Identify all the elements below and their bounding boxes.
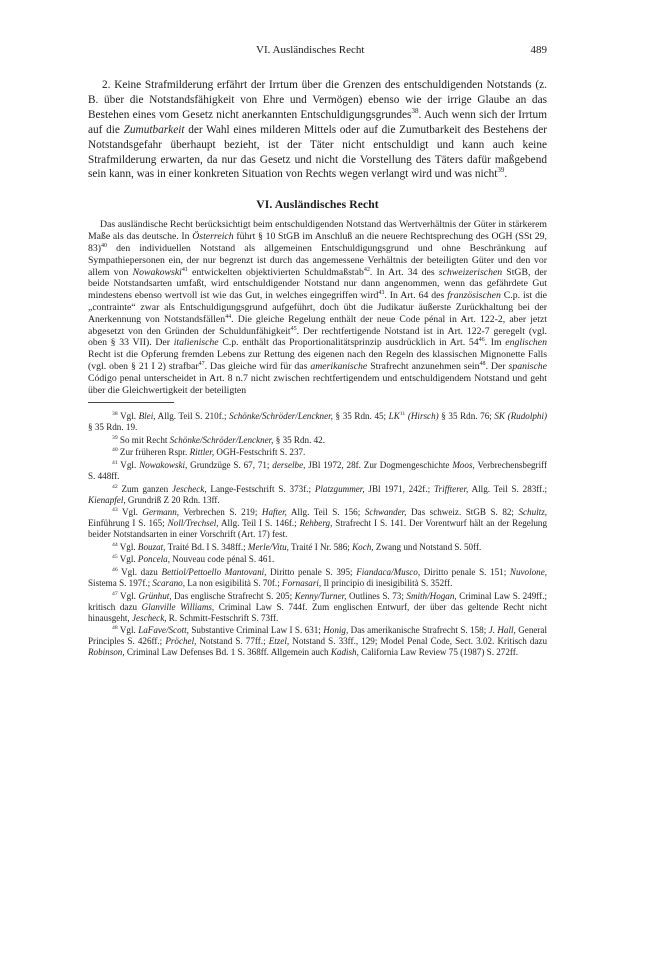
footnote: $^{44}$ Vgl. Bouzat, Traité Bd. I S. 348ff.; Merle/Vitu, Traité I Nr. 586; Koch, Zwang und Notstand S. 50ff.: [112, 541, 482, 552]
running-header: [88, 44, 547, 64]
footnote-text: Vgl. Nowakowski, Grundzüge S. 67, 71; derselbe, JBl 1972, 28f. Zur Dogmengeschichte Moos, Verbrechensbegriff S. 448ff.: [88, 460, 547, 482]
footnote: $^{42}$ Zum ganzen Jescheck, Lange-Festschrift S. 373f.; Platzgummer, JBl 1971, 242f.; Triffterer, Allg. Teil S. 283ff.; Kienapfel, Grundriß Z 20 Rdn. 13ff.: [88, 483, 547, 505]
footnote-text: Vgl. Germann, Verbrechen S. 219; Hafter, Allg. Teil S. 156; Schwander, Das schweiz. StGB S. 82; Schultz, Einführung I S. 165; Noll/Trechsel, Allg. Teil I S. 146f.; Rehberg, Strafrecht I S. 141. Der Vorentwurf hält an der Regelung beider Notstandsarten in einer Vorschrift (Art. 17) fest.: [88, 507, 548, 540]
footnote-text: Vgl. Poncela, Nouveau code pénal S. 461.: [117, 554, 275, 565]
footnote: $^{46}$ Vgl. dazu Bettiol/Pettoello Mantovani, Diritto penale S. 395; Fiandaca/Musco, Diritto penale S. 151; Nuvolone, Sistema S. 197f.; Scarano, La non esigibilità S. 70f.; Fornasari, Il principio di inesigibilità S. 352ff.: [88, 567, 548, 589]
footnotes: [88, 411, 547, 658]
footnote-text: Zum ganzen Jescheck, Lange-Festschrift S. 373f.; Platzgummer, JBl 1971, 242f.; Triffterer, Allg. Teil S. 283ff.; Kienapfel, Grundriß Z 20 Rdn. 13ff.: [88, 483, 547, 505]
running-header-title: VI. Ausländisches Recht: [256, 44, 365, 56]
footnote: $^{48}$ Vgl. LaFave/Scott, Substantive Criminal Law I S. 631; Honig, Das amerikanische Strafrecht S. 158; J. Hall, General Principles S. 426ff.; Pröchel, Notstand S. 77ff.; Etzel, Notstand S. 33ff., 129; Model Penal Code, Sect. 3.02. Kritisch dazu Robinson, Criminal Law Defenses Bd. 1 S. 368ff. Allgemein auch Kadish, California Law Review 75 (1987) S. 272ff.: [88, 625, 548, 658]
footnote-text: So mit Recht Schönke/Schröder/Lenckner, § 35 Rdn. 42.: [117, 434, 326, 445]
footnote-text: Vgl. Bouzat, Traité Bd. I S. 348ff.; Merle/Vitu, Traité I Nr. 586; Koch, Zwang und Notstand S. 50ff.: [117, 541, 482, 552]
page-number: 489: [530, 44, 547, 56]
footnote: $^{47}$ Vgl. Grünhut, Das englische Strafrecht S. 205; Kenny/Turner, Outlines S. 73; Smith/Hogan, Criminal Law S. 249ff.; kritisch dazu Glanville Williams, Criminal Law S. 744f. Zum englischen Entwurf, der über das geltende Recht nicht hinausgeht, Jescheck, R. Schmitt-Festschrift S. 73ff.: [88, 590, 547, 623]
body-paragraph-irrtum: 2. Keine Strafmilderung erfährt der Irrtum über die Grenzen des entschuldigenden Notstands (z. B. über die Notstandsfähigkeit von Ehre und Vermögen) ebenso wie der irrige Glaube an das Bestehen eines vom Gesetz nicht anerkannten Entschuldigungsgrundes$^{38}$. Auch wenn sich der Irrtum auf die Zumutbarkeit der Wahl eines milderen Mittels oder auf die Zumutbarkeit des Bestehens der Notstandsgefahr überhaupt bezieht, ist der Täter nicht entschuldigt und kann auch keine Strafmilderung erwarten, da nur das Gesetz und nicht die Vorstellung des Täters dafür maßgebend sein kann, was in einer konkreten Situation von Rechts wegen verlangt wird und was nicht$^{39}$.: [88, 79, 547, 181]
footnote: $^{40}$ Zur früheren Rspr. Rittler, OGH-Festschrift S. 237.: [112, 447, 306, 458]
body-paragraph-auslaendisches-recht: Das ausländische Recht berücksichtigt beim entschuldigenden Notstand das Wertverhältnis der Güter in stärkerem Maße als das deutsche. In Österreich führt § 10 StGB im Anschluß an die neuere Rechtsprechung des OGH (SSt 29, 83)$^{40}$ den individuellen Notstand als allgemeinen Entschuldigungsgrund und ohne Beschränkung auf Sympathiepersonen ein, der nur begrenzt ist durch das angemessene Verhältnis der beteiligten Güter und den vor allem von Nowakowski$^{41}$ entwickelten objektivierten Schuldmaßstab$^{42}$. In Art. 34 des schweizerischen StGB, der beide Notstandsarten umfaßt, wird entschuldigender Notstand nur dann angenommen, wenn das gefährdete Gut mindestens ebenso wertvoll ist wie das Gut, in welches eingegriffen wird$^{43}$. In Art. 64 des französischen C.p. ist die „contrainte“ zwar als Entschuldigungsgrund aufgeführt, doch übt die Judikatur äußerste Zurückhaltung bei der Anerkennung von Notstandsfällen$^{44}$. Die gleiche Regelung enthält der neue Code pénal in Art. 122-2, aber jetzt abgesetzt von den Gründen der Schuldunfähigkeit$^{45}$. Der rechtfertigende Notstand ist in Art. 122-7 geregelt (vgl. oben § 33 VII). Der italienische C.p. enthält das Proportionalitätsprinzip ausdrücklich in Art. $54^{46}$. Im englischen Recht ist die Opferung fremden Lebens zur Rettung des eigenen nach den Regeln des klassischen Mignonette Falls (vgl. oben § 21 I 2) strafbar$^{47}$. Das gleiche wird für das amerikanische Strafrecht anzunehmen sein$^{48}$. Der spanische Código penal unterscheidet in Art. 8 n.7 nicht zwischen rechtfertigendem und entschuldigendem Notstand und geht über die Gleichwertigkeit der beteiligten: [88, 219, 547, 396]
footnote-text: Vgl. dazu Bettiol/Pettoello Mantovani, Diritto penale S. 395; Fiandaca/Musco, Diritto penale S. 151; Nuvolone, Sistema S. 197f.; Scarano, La non esigibilità S. 70f.; Fornasari, Il principio di inesigibilità S. 352ff.: [88, 567, 548, 589]
footnote-text: Vgl. Blei, Allg. Teil S. 210f.; Schönke/Schröder/Lenckner, § 35 Rdn. 45; LK$^{11}$ (Hirsch) § 35 Rdn. 76; SK (Rudolphi) § 35 Rdn. 19.: [88, 411, 547, 433]
book-page: [88, 44, 547, 660]
section-heading: VI. Ausländisches Recht: [256, 198, 379, 212]
footnote: $^{43}$ Vgl. Germann, Verbrechen S. 219; Hafter, Allg. Teil S. 156; Schwander, Das schweiz. StGB S. 82; Schultz, Einführung I S. 165; Noll/Trechsel, Allg. Teil I S. 146f.; Rehberg, Strafrecht I S. 141. Der Vorentwurf hält an der Regelung beider Notstandsarten in einer Vorschrift (Art. 17) fest.: [88, 507, 548, 540]
footnote-text: Vgl. Grünhut, Das englische Strafrecht S. 205; Kenny/Turner, Outlines S. 73; Smith/Hogan, Criminal Law S. 249ff.; kritisch dazu Glanville Williams, Criminal Law S. 744f. Zum englischen Entwurf, der über das geltende Recht nicht hinausgeht, Jescheck, R. Schmitt-Festschrift S. 73ff.: [88, 590, 547, 623]
footnote: $^{38}$ Vgl. Blei, Allg. Teil S. 210f.; Schönke/Schröder/Lenckner, § 35 Rdn. 45; LK$^{11}$ (Hirsch) § 35 Rdn. 76; SK (Rudolphi) § 35 Rdn. 19.: [88, 411, 547, 433]
footnote-text: Vgl. LaFave/Scott, Substantive Criminal Law I S. 631; Honig, Das amerikanische Strafrecht S. 158; J. Hall, General Principles S. 426ff.; Pröchel, Notstand S. 77ff.; Etzel, Notstand S. 33ff., 129; Model Penal Code, Sect. 3.02. Kritisch dazu Robinson, Criminal Law Defenses Bd. 1 S. 368ff. Allgemein auch Kadish, California Law Review 75 (1987) S. 272ff.: [88, 625, 548, 658]
footnote-text: Zur früheren Rspr. Rittler, OGH-Festschrift S. 237.: [117, 447, 306, 458]
footnote: $^{39}$ So mit Recht Schönke/Schröder/Lenckner, § 35 Rdn. 42.: [112, 434, 326, 445]
footnote: $^{45}$ Vgl. Poncela, Nouveau code pénal S. 461.: [112, 554, 275, 565]
footnote-separator: [88, 402, 174, 403]
footnote: $^{41}$ Vgl. Nowakowski, Grundzüge S. 67, 71; derselbe, JBl 1972, 28f. Zur Dogmengeschichte Moos, Verbrechensbegriff S. 448ff.: [88, 460, 547, 482]
